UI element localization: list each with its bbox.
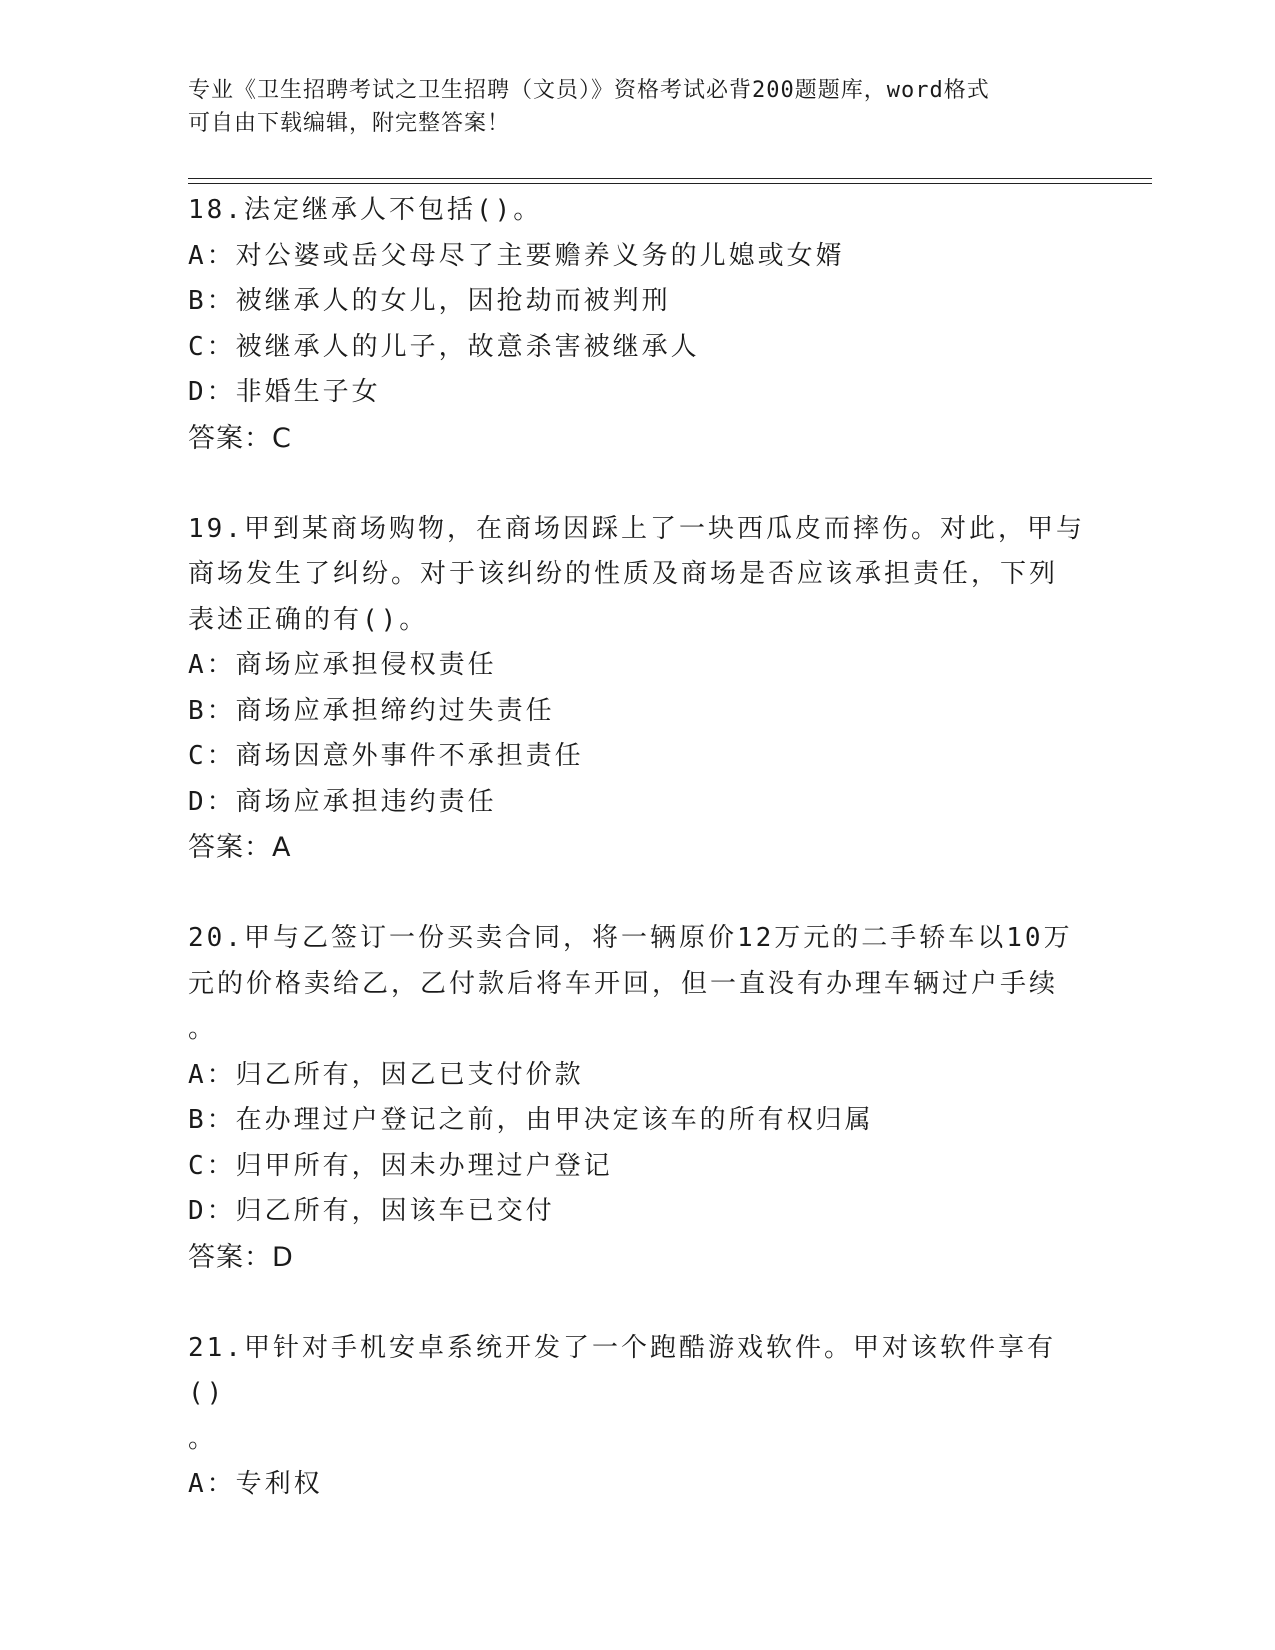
option-a: A：专利权	[188, 1469, 323, 1499]
answer: 答案：D	[188, 1241, 294, 1273]
option-c: C：归甲所有，因未办理过户登记	[188, 1150, 613, 1181]
question-21	[188, 1326, 1088, 1508]
answer: 答案：C	[188, 422, 292, 454]
stem-line: 表述正确的有()。	[188, 604, 429, 635]
question-20	[188, 916, 1088, 1280]
question-list	[188, 188, 1088, 1508]
option-d: D：非婚生子女	[188, 377, 381, 407]
option-c: C：被继承人的儿子，故意杀害被继承人	[188, 331, 700, 362]
question-stem	[188, 507, 1088, 644]
option-a: A：商场应承担侵权责任	[188, 650, 497, 680]
header-line-1: 专业《卫生招聘考试之卫生招聘（文员）》资格考试必背200题题库，word格式	[188, 78, 990, 103]
option-b: B：被继承人的女儿，因抢劫而被判刑	[188, 286, 671, 316]
spacer	[188, 871, 1088, 917]
question-19	[188, 507, 1088, 871]
header-line-2: 可自由下载编辑，附完整答案！	[188, 111, 511, 136]
stem-line: 元的价格卖给乙，乙付款后将车开回，但一直没有办理车辆过户手续	[188, 968, 1059, 999]
stem-line: 商场发生了纠纷。对于该纠纷的性质及商场是否应该承担责任，下列	[188, 559, 1059, 589]
question-stem	[188, 916, 1088, 1053]
header-divider-top	[188, 178, 1152, 179]
stem-line: 21.甲针对手机安卓系统开发了一个跑酷游戏软件。甲对该软件享有()	[188, 1332, 1056, 1408]
option-c: C：商场因意外事件不承担责任	[188, 741, 584, 771]
option-d: D：归乙所有，因该车已交付	[188, 1196, 555, 1226]
stem-line: 18.法定继承人不包括()。	[188, 195, 543, 225]
option-d: D：商场应承担违约责任	[188, 786, 497, 817]
option-b: B：在办理过户登记之前，由甲决定该车的所有权归属	[188, 1105, 874, 1135]
option-a: A：归乙所有，因乙已支付价款	[188, 1059, 584, 1090]
option-a: A：对公婆或岳父母尽了主要赡养义务的儿媳或女婿	[188, 240, 845, 271]
stem-line: 20.甲与乙签订一份买卖合同，将一辆原价12万元的二手轿车以10万	[188, 923, 1073, 953]
option-b: B：商场应承担缔约过失责任	[188, 695, 555, 726]
header-divider-bottom	[188, 183, 1152, 184]
question-18	[188, 188, 1088, 461]
stem-line: 19.甲到某商场购物，在商场因踩上了一块西瓜皮而摔伤。对此，甲与	[188, 513, 1085, 544]
question-stem	[188, 188, 1088, 234]
spacer	[188, 1280, 1088, 1326]
document-header	[188, 74, 1088, 140]
spacer	[188, 461, 1088, 507]
stem-line: 。	[188, 1014, 218, 1044]
stem-line: 。	[188, 1423, 218, 1454]
question-stem	[188, 1326, 1088, 1463]
answer: 答案：A	[188, 832, 292, 863]
